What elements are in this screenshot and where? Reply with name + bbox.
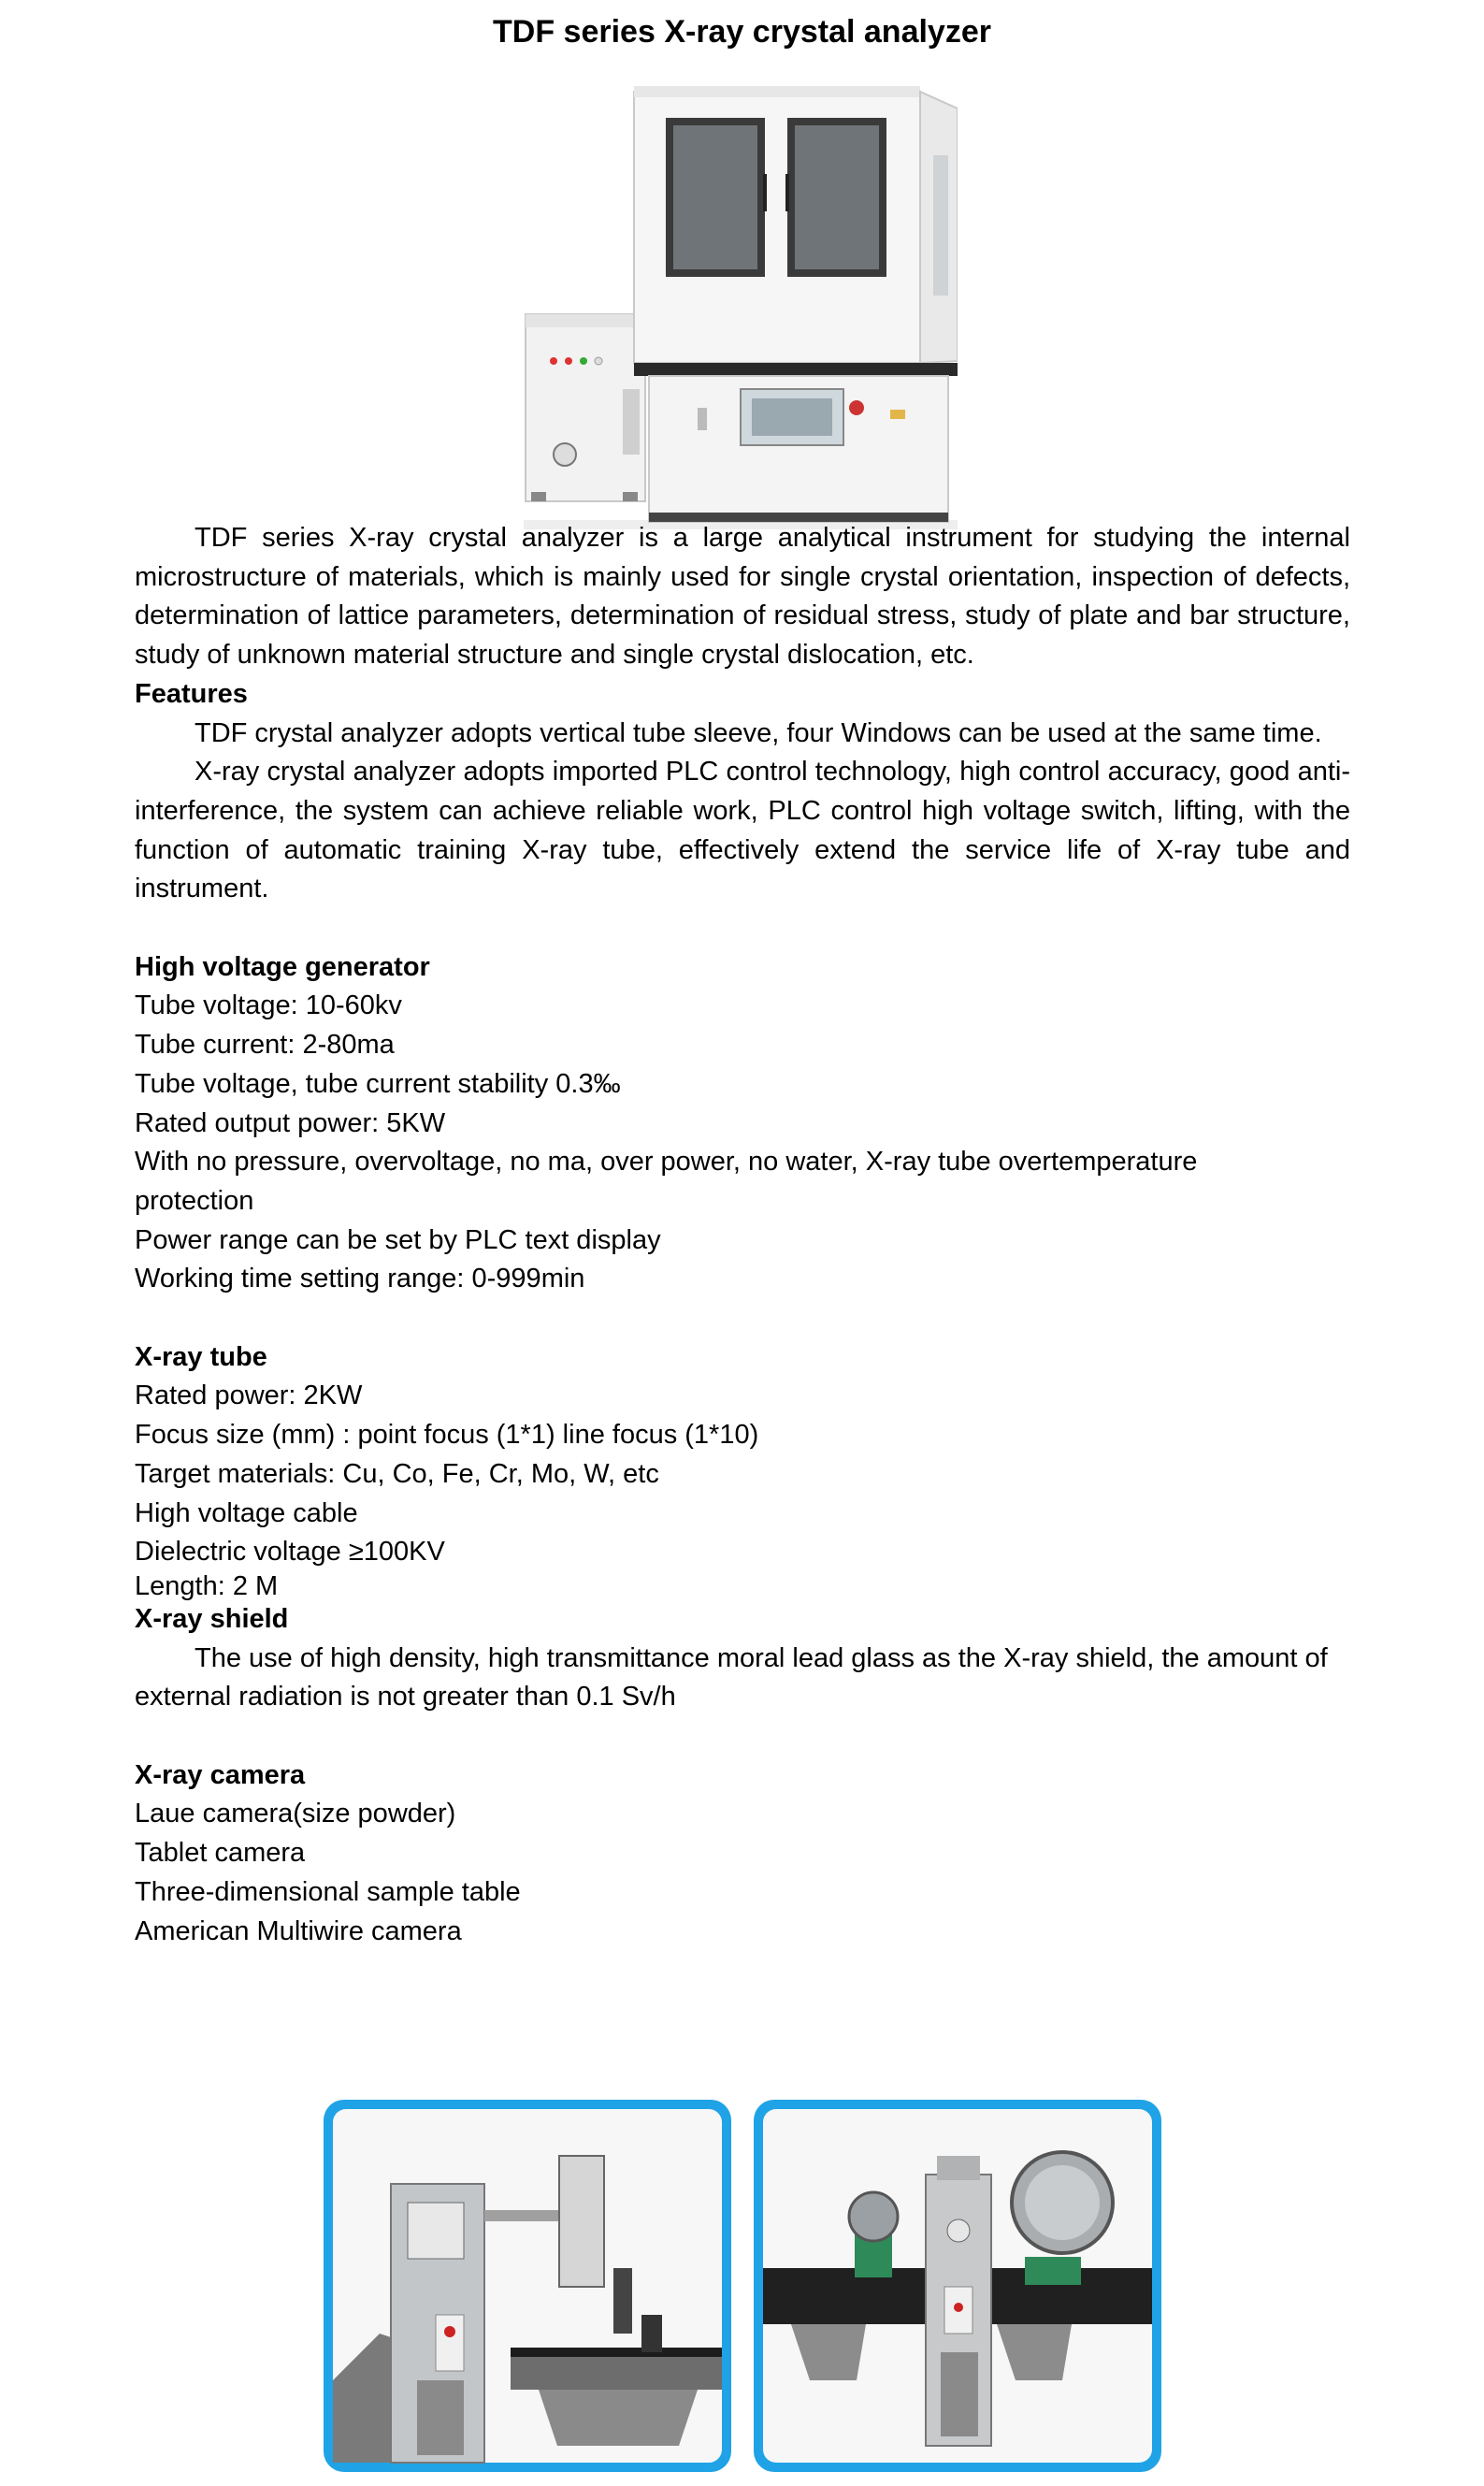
spec-line: Rated power: 2KW	[135, 1380, 363, 1411]
spec-line: Rated output power: 5KW	[135, 1107, 446, 1138]
spec-line: Three-dimensional sample table	[135, 1876, 521, 1907]
features-paragraph: X-ray crystal analyzer adopts imported PLC control technology, high control accuracy, good anti-interference, the system can achieve reliable work, PLC control high voltage switch, lifting, with the function of automatic training X-ray tube, effectively extend the service life of X-ray tube and instrument.	[135, 757, 1350, 904]
spec-line: Target materials: Cu, Co, Fe, Cr, Mo, W, etc	[135, 1458, 659, 1489]
spec-line: Length: 2 M	[135, 1570, 279, 1601]
spec-line: Tube current: 2-80ma	[135, 1030, 395, 1061]
analyzer-machine-image	[524, 80, 958, 529]
tablet-camera-photo	[754, 2100, 1161, 2472]
spec-line: Tube voltage: 10-60kv	[135, 990, 402, 1021]
hv-generator-heading: High voltage generator	[135, 951, 430, 982]
spec-line: Power range can be set by PLC text display	[135, 1224, 661, 1255]
page-title: TDF series X-ray crystal analyzer	[493, 14, 991, 50]
spec-line: Tablet camera	[135, 1838, 306, 1869]
spec-line: High voltage cable	[135, 1497, 358, 1528]
xray-shield-paragraph: The use of high density, high transmittance moral lead glass as the X-ray shield, the amount of external radiation is not greater than 0.1 Sv/h	[135, 1642, 1328, 1713]
features-heading: Features	[135, 678, 248, 709]
laue-camera-photo	[324, 2100, 731, 2472]
xray-camera-heading: X-ray camera	[135, 1759, 306, 1790]
features-paragraph: TDF crystal analyzer adopts vertical tube sleeve, four Windows can be used at the same time.	[195, 717, 1322, 748]
spec-line: American Multiwire camera	[135, 1915, 462, 1946]
spec-line: With no pressure, overvoltage, no ma, over power, no water, X-ray tube overtemperature protection	[135, 1147, 1198, 1216]
xray-tube-heading: X-ray tube	[135, 1341, 267, 1372]
xray-shield-heading: X-ray shield	[135, 1603, 289, 1634]
spec-line: Dielectric voltage ≥100KV	[135, 1537, 445, 1568]
spec-line: Laue camera(size powder)	[135, 1799, 456, 1829]
spec-line: Tube voltage, tube current stability 0.3‰	[135, 1068, 621, 1099]
spec-line: Working time setting range: 0-999min	[135, 1264, 585, 1294]
spec-line: Focus size (mm) : point focus (1*1) line focus (1*10)	[135, 1420, 759, 1451]
document-body	[135, 519, 1350, 1951]
intro-paragraph: TDF series X-ray crystal analyzer is a large analytical instrument for studying the internal microstructure of materials, which is mainly used for single crystal orientation, inspection of defects, determination of lattice parameters, determination of residual stress, study of plate and bar structure, study of unknown material structure and single crystal dislocation, etc.	[135, 523, 1350, 671]
